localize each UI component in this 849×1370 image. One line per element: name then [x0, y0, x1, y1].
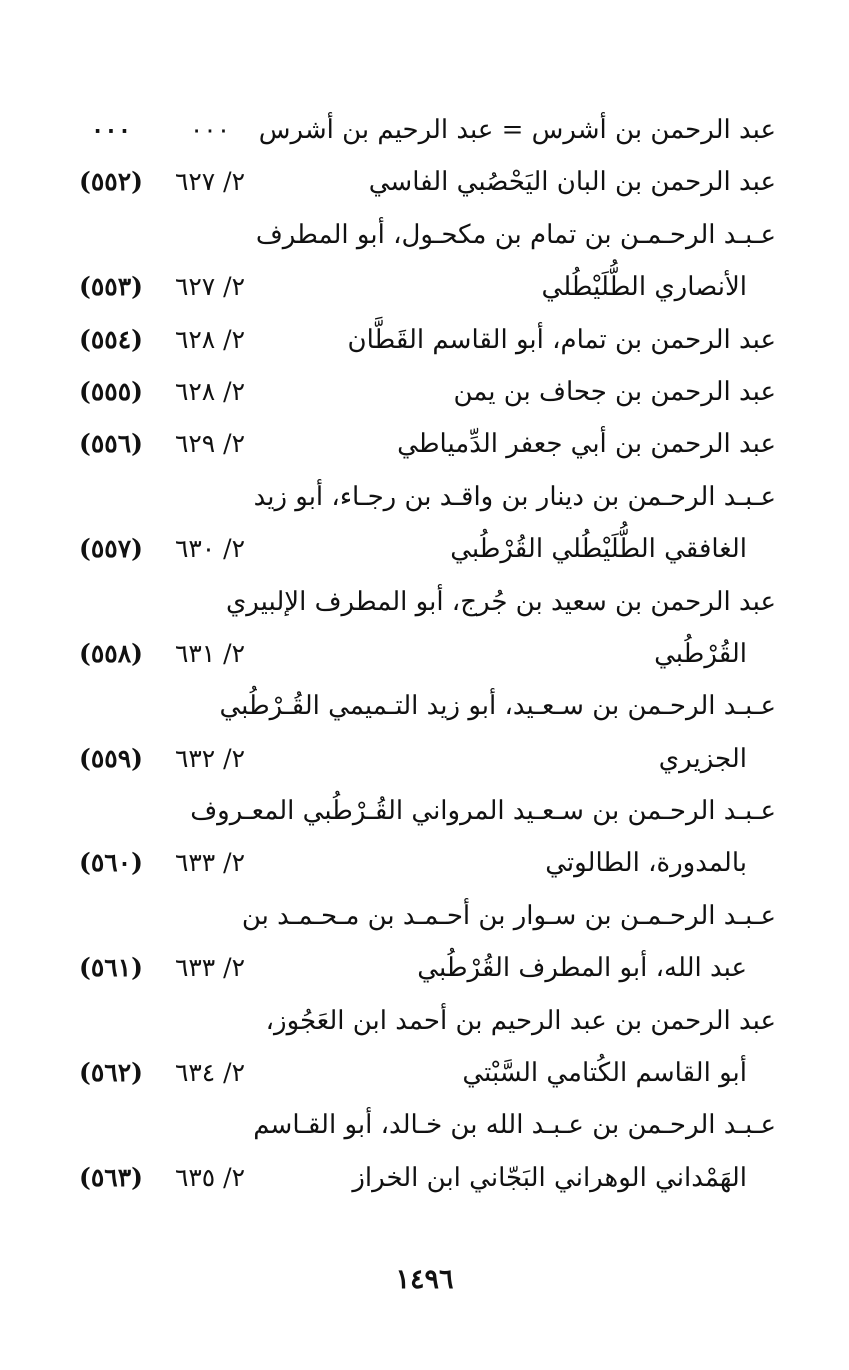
volume-page-ref — [155, 680, 265, 732]
volume-page-ref — [155, 471, 265, 523]
volume-page-ref: ٢/ ٦٣٤ — [174, 1058, 246, 1088]
volume-page-ref — [155, 209, 265, 261]
entry-number — [72, 576, 150, 628]
index-row — [0, 576, 849, 628]
volume-page-ref: ٢/ ٦٢٨ — [174, 376, 246, 406]
person-name: عبد الرحمن بن تمام، أبو القاسم القَطَّان — [347, 324, 776, 355]
person-name: عبد الرحمن بن عبد الرحيم بن أحمد ابن العَجُوز، — [265, 1005, 776, 1036]
volume-page-ref: ٢/ ٦٣٣ — [174, 953, 246, 983]
index-list — [0, 104, 849, 1204]
person-name-continued: الهَمْداني الوهراني البَجّاني ابن الخراز — [352, 1162, 747, 1193]
person-name-continued: الأنصاري الطُّلَيْطُلي — [541, 272, 747, 303]
person-name: عـبـد الرحـمن بن عـبـد الله بن خـالد، أبو القـاسم — [253, 1110, 776, 1141]
volume-page-ref: ٢/ ٦٢٧ — [174, 272, 246, 302]
index-row — [0, 156, 849, 208]
entry-number: (٥٥٩) — [79, 743, 143, 773]
person-name-continued: أبو القاسم الكُتامي السَّبْتي — [462, 1058, 747, 1089]
volume-page-ref: ٢/ ٦٢٧ — [174, 167, 246, 197]
entry-number: (٥٥٨) — [79, 638, 143, 668]
entry-number: (٥٥٧) — [79, 534, 143, 564]
index-row — [0, 890, 849, 942]
person-name: عبد الرحمن بن جحاف بن يمن — [453, 376, 776, 407]
volume-page-ref: ٢/ ٦٢٨ — [174, 324, 246, 354]
index-row — [0, 261, 849, 313]
person-name: عبد الرحمن بن سعيد بن جُرج، أبو المطرف الإلبيري — [225, 586, 776, 617]
volume-page-ref — [155, 890, 265, 942]
index-row — [0, 995, 849, 1047]
volume-page-ref: ٢/ ٦٢٩ — [174, 429, 246, 459]
index-row — [0, 418, 849, 470]
person-name-continued: القُرْطُبي — [654, 638, 747, 669]
volume-page-ref: ٢/ ٦٣٢ — [174, 743, 246, 773]
page-number: ١٤٩٦ — [395, 1264, 454, 1295]
index-row — [0, 366, 849, 418]
index-row — [0, 785, 849, 837]
entry-number: ٠٠٠ — [90, 115, 132, 144]
entry-number: (٥٦٠) — [79, 848, 143, 878]
index-row — [0, 104, 849, 156]
person-name: عـبـد الرحـمـن بن تمام بن مكحـول، أبو المطرف — [255, 219, 776, 250]
person-name: عـبـد الرحـمن بن دينار بن واقـد بن رجـاء، أبو زيد — [253, 481, 776, 512]
index-row — [0, 523, 849, 575]
index-row — [0, 1099, 849, 1151]
volume-page-ref — [155, 995, 265, 1047]
index-row — [0, 628, 849, 680]
volume-page-ref — [155, 1099, 265, 1151]
entry-number — [72, 785, 150, 837]
volume-page-ref — [155, 785, 265, 837]
volume-page-ref: ٢/ ٦٣٣ — [174, 848, 246, 878]
entry-number — [72, 995, 150, 1047]
volume-page-ref: ٢/ ٦٣٠ — [174, 534, 246, 564]
volume-page-ref: ٢/ ٦٣٥ — [174, 1162, 246, 1192]
entry-number: (٥٦٢) — [79, 1058, 143, 1088]
volume-page-ref: ٢/ ٦٣١ — [174, 638, 246, 668]
entry-number: (٥٥٦) — [79, 429, 143, 459]
person-name: عـبـد الرحـمـن بن سـوار بن أحـمـد بن مـحـمـد بن — [241, 900, 776, 931]
entry-number: (٥٥٢) — [79, 167, 143, 197]
entry-number: (٥٥٣) — [79, 272, 143, 302]
index-row — [0, 471, 849, 523]
person-name: عـبـد الرحـمن بن سـعـيد، أبو زيد التـميمي القُـرْطُبي — [219, 691, 776, 722]
index-row — [0, 733, 849, 785]
index-row — [0, 314, 849, 366]
entry-number — [72, 680, 150, 732]
index-row — [0, 837, 849, 889]
person-name-continued: الجزيري — [658, 743, 747, 774]
index-row — [0, 1047, 849, 1099]
entry-number — [72, 209, 150, 261]
entry-number: (٥٦١) — [79, 953, 143, 983]
person-name-continued: الغافقي الطُّلَيْطُلي القُرْطُبي — [450, 534, 747, 565]
entry-number: (٥٦٣) — [79, 1162, 143, 1192]
index-row — [0, 942, 849, 994]
index-row — [0, 680, 849, 732]
person-name: عبد الرحمن بن أشرس = عبد الرحيم بن أشرس — [258, 115, 776, 145]
person-name: عبد الرحمن بن أبي جعفر الدِّمياطي — [397, 429, 776, 460]
entry-number — [72, 1099, 150, 1151]
entry-number: (٥٥٤) — [79, 324, 143, 354]
volume-page-ref — [155, 576, 265, 628]
entry-number — [72, 890, 150, 942]
index-row — [0, 209, 849, 261]
index-row — [0, 1152, 849, 1204]
person-name-continued: عبد الله، أبو المطرف القُرْطُبي — [417, 953, 747, 984]
person-name: عـبـد الرحـمن بن سـعـيد المرواني القُـرْطُبي المعـروف — [190, 796, 776, 827]
person-name: عبد الرحمن بن البان اليَحْصُبي الفاسي — [368, 167, 776, 198]
volume-page-ref: ٠٠٠ — [189, 115, 231, 144]
entry-number — [72, 471, 150, 523]
entry-number: (٥٥٥) — [79, 376, 143, 406]
person-name-continued: بالمدورة، الطالوتي — [545, 848, 747, 879]
